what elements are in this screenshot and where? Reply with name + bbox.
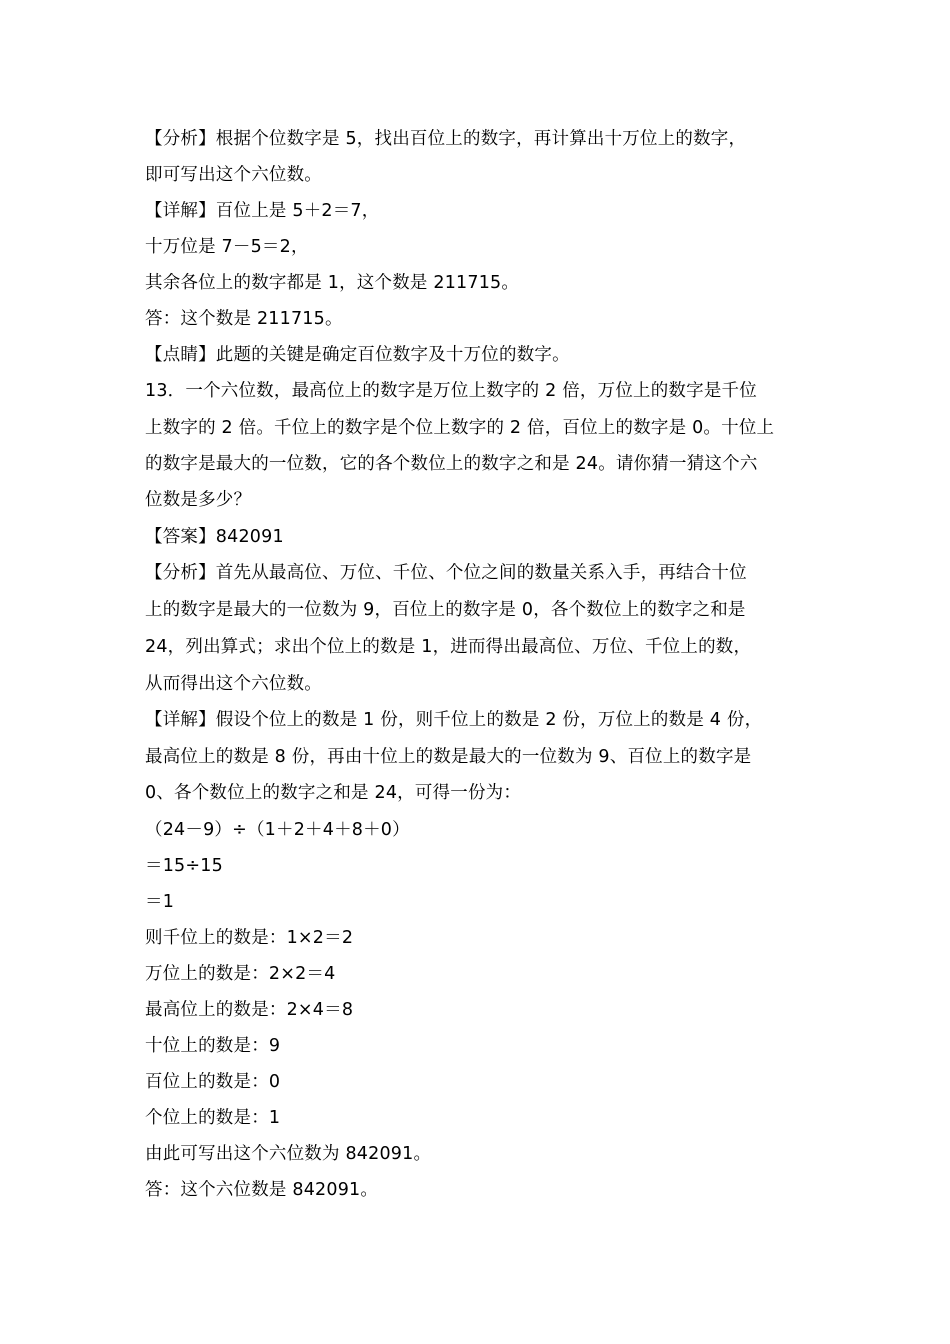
ten-thousands-digit-line: 万位上的数是：2×2＝4 [145,964,336,984]
analysis-13-line-3: 24，列出算式；求出个位上的数是 1，进而得出最高位、万位、千位上的数， [145,637,752,657]
analysis-line-1: 【分析】根据个位数字是 5，找出百位上的数字，再计算出十万位上的数字， [145,129,747,149]
highest-digit-line: 最高位上的数是：2×4＝8 [145,1000,354,1020]
calc-line-2: ＝15÷15 [145,856,223,876]
answer-line: 答：这个数是 211715。 [145,309,343,329]
hundreds-digit-line: 百位上的数是：0 [145,1072,281,1092]
analysis-13-line-1: 【分析】首先从最高位、万位、千位、个位之间的数量关系入手，再结合十位 [145,563,747,583]
calc-line-3: ＝1 [145,892,175,912]
explanation-line-1: 【详解】百位上是 5＋2＝7， [145,201,380,221]
question-13-line-4: 位数是多少？ [145,490,252,510]
explanation-line-3: 其余各位上的数字都是 1，这个数是 211715。 [145,273,520,293]
question-13-line-3: 的数字是最大的一位数，它的各个数位上的数字之和是 24。请你猜一猜这个六 [145,454,758,474]
explanation-line-2: 十万位是 7－5＝2， [145,237,309,257]
analysis-13-line-2: 上的数字是最大的一位数为 9，百位上的数字是 0，各个数位上的数字之和是 [145,600,746,620]
explanation-13-line-1: 【详解】假设个位上的数是 1 份，则千位上的数是 2 份，万位上的数是 4 份， [145,710,763,730]
analysis-line-2: 即可写出这个六位数。 [145,165,322,185]
ones-digit-line: 个位上的数是：1 [145,1108,281,1128]
comment-line: 【点睛】此题的关键是确定百位数字及十万位的数字。 [145,345,570,365]
answer-key-line: 【答案】842091 [145,527,284,547]
analysis-13-line-4: 从而得出这个六位数。 [145,674,322,694]
explanation-13-line-3: 0、各个数位上的数字之和是 24，可得一份为： [145,783,522,803]
calc-line-1: （24－9）÷（1＋2＋4＋8＋0） [145,820,410,840]
question-13-line-1: 13．一个六位数，最高位上的数字是万位上数字的 2 倍，万位上的数字是千位 [145,381,757,401]
tens-digit-line: 十位上的数是：9 [145,1036,281,1056]
explanation-13-line-2: 最高位上的数是 8 份，再由十位上的数是最大的一位数为 9、百位上的数字是 [145,747,752,767]
thousands-digit-line: 则千位上的数是：1×2＝2 [145,928,354,948]
final-answer-line: 答：这个六位数是 842091。 [145,1180,379,1200]
conclusion-line: 由此可写出这个六位数为 842091。 [145,1144,432,1164]
question-13-line-2: 上数字的 2 倍。千位上的数字是个位上数字的 2 倍，百位上的数字是 0。十位上 [145,418,775,438]
